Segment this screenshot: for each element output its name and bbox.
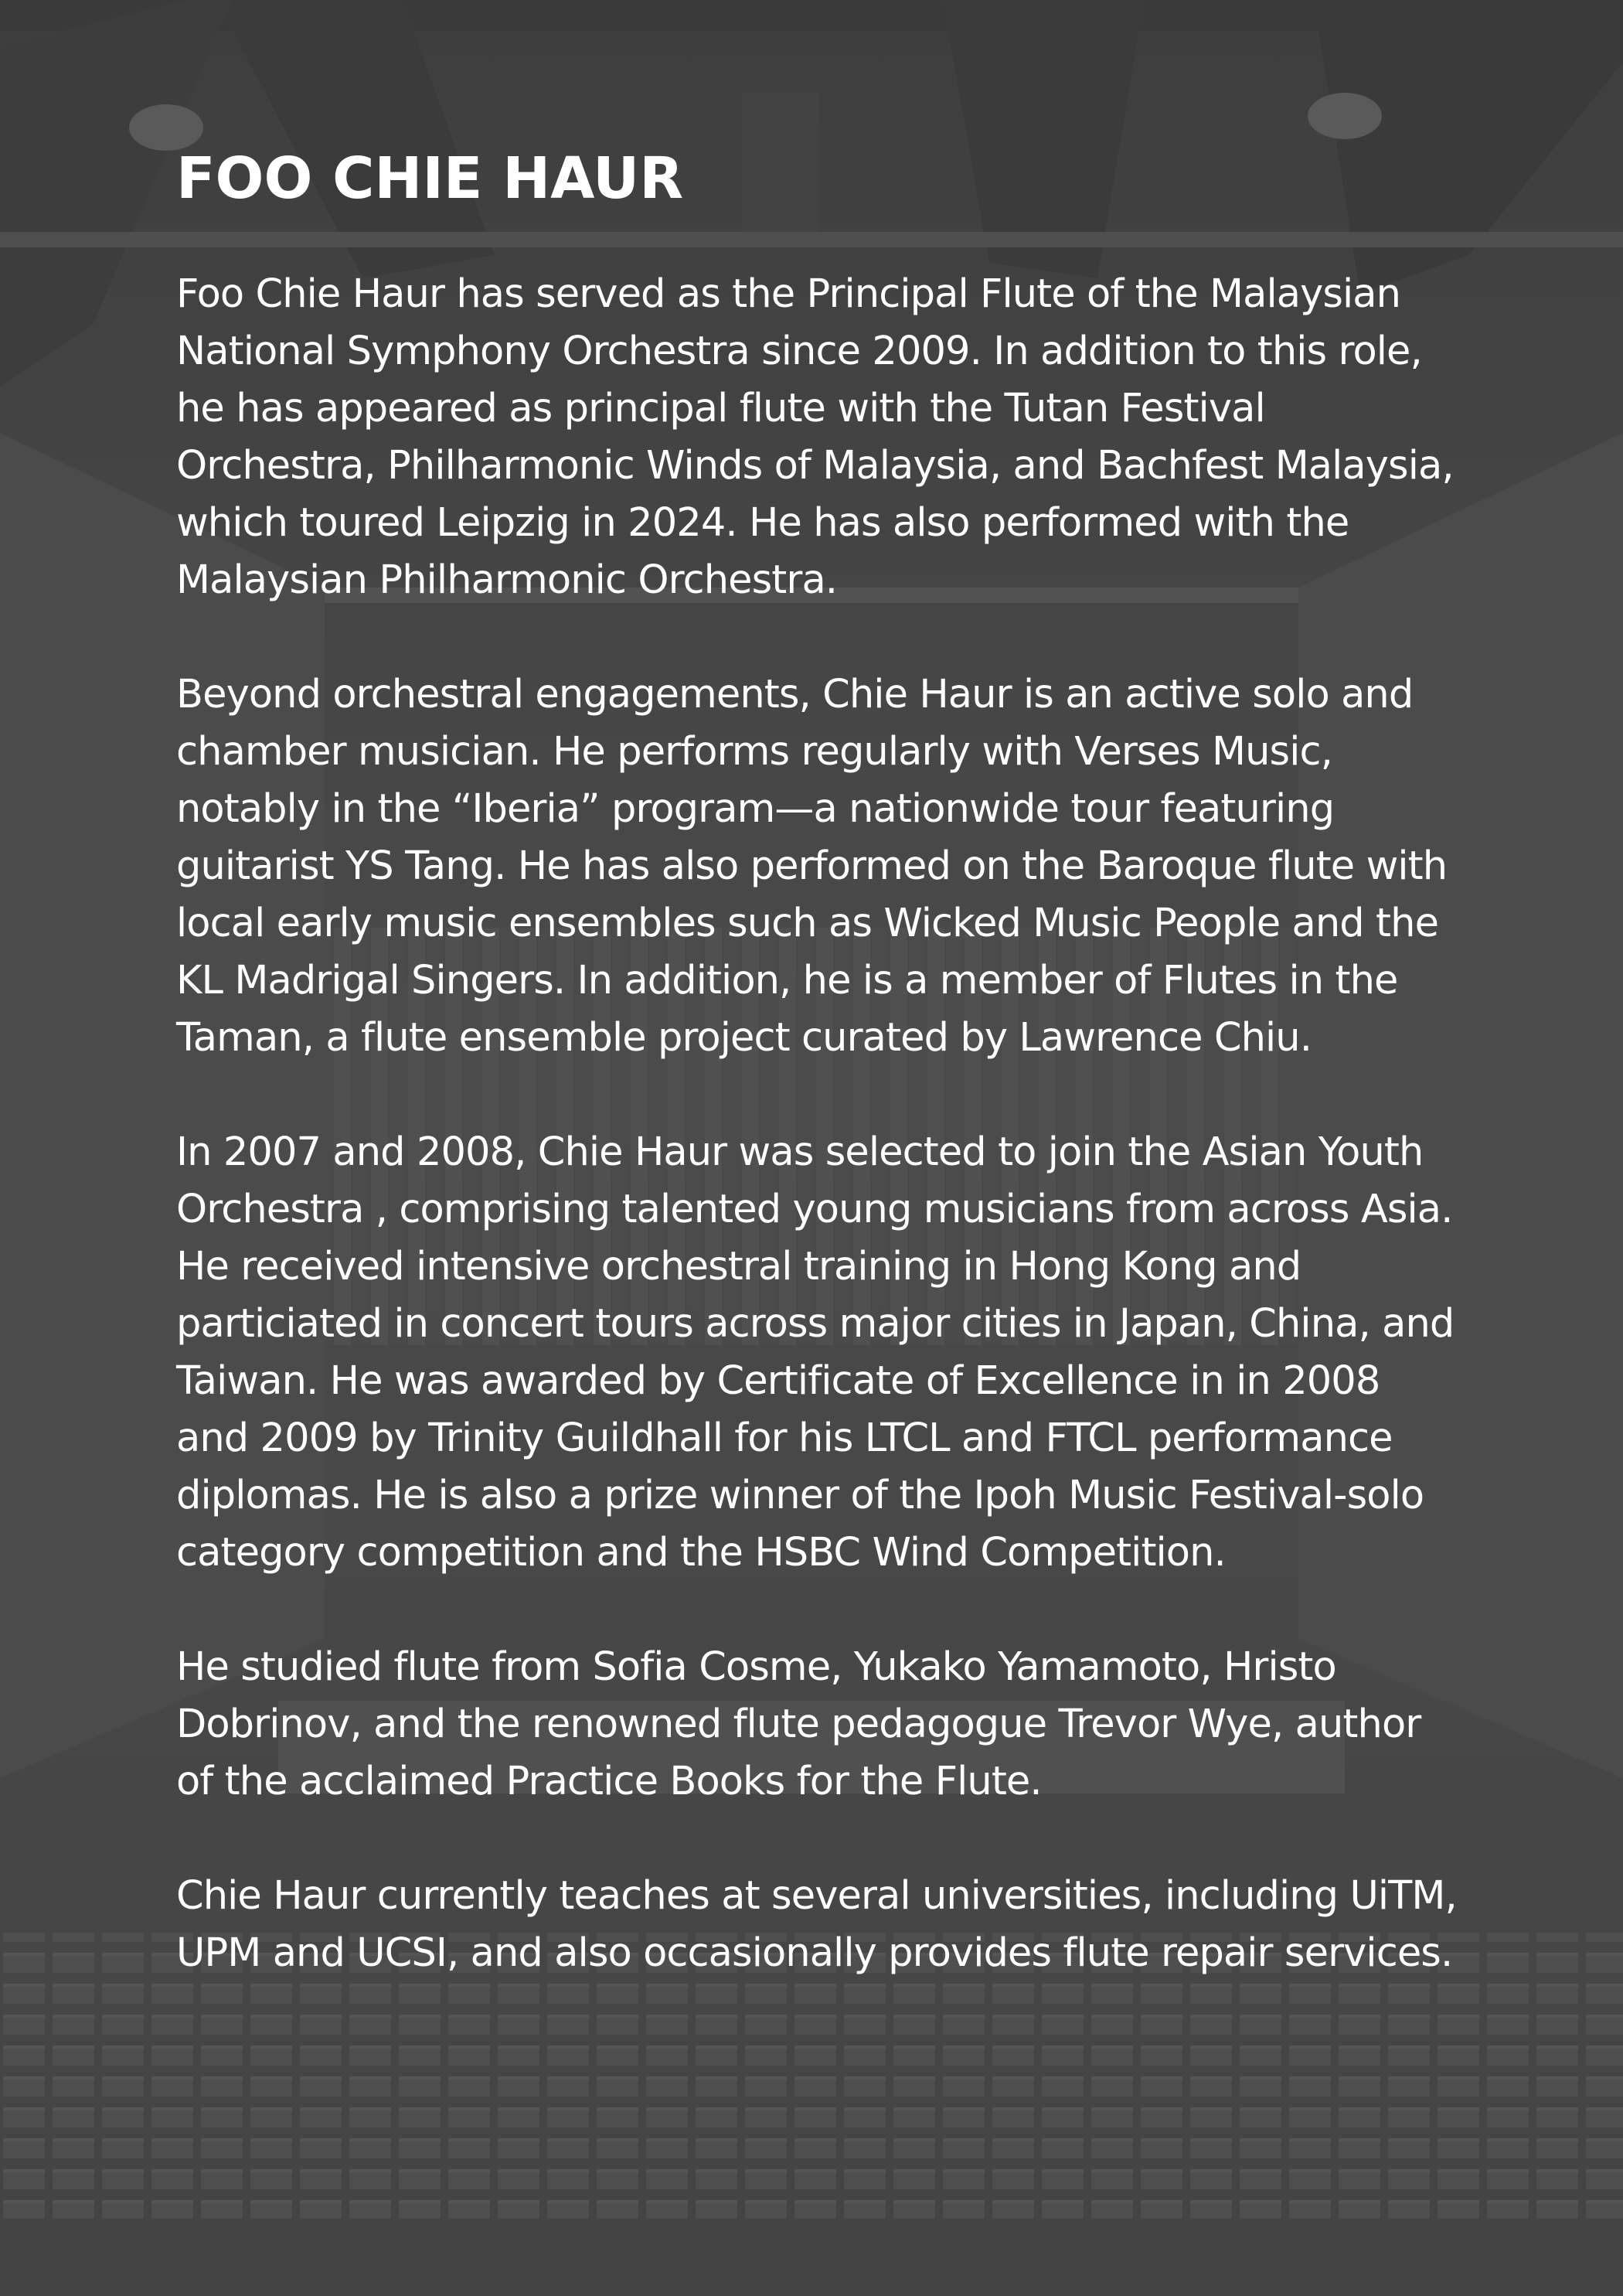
bio-paragraph-orchestral-career: Foo Chie Haur has served as the Principal Flute of the Malaysian National Symphony Orchestra since 2009. In addition to this role, he has appeared as principal flute with the Tutan Festival Orchestra, Philharmonic Winds of Malaysia, and Bachfest Malaysia, which toured Leipzig in 2024. He has also performed with the Malaysian Philharmonic Orchestra. — [176, 271, 1454, 603]
bio-paragraph-chamber-music: Beyond orchestral engagements, Chie Haur is an active solo and chamber musician. He performs regularly with Verses Music, notably in the “Iberia” program—a nationwide tour featuring guitarist YS Tang. He has also performed on the Baroque flute with local early music ensembles such as Wicked Music People and the KL Madrigal Singers. In addition, he is a member of Flutes in the Taman, a flute ensemble project curated by Lawrence Chiu. — [176, 672, 1448, 1061]
page-title: FOO CHIE HAUR — [176, 145, 684, 212]
bio-paragraph-teachers: He studied flute from Sofia Cosme, Yukako Yamamoto, Hristo Dobrinov, and the renowned flute pedagogue Trevor Wye, author of the acclaimed Practice Books for the Flute. — [176, 1644, 1421, 1804]
bio-paragraph-teaching: Chie Haur currently teaches at several universities, including UiTM, UPM and UCSI, and also occasionally provides flute repair services. — [176, 1873, 1457, 1976]
bio-paragraph-training-awards: In 2007 and 2008, Chie Haur was selected to join the Asian Youth Orchestra , comprising talented young musicians from across Asia. He received intensive orchestral training in Hong Kong and particiated in concert tours across major cities in Japan, China, and Taiwan. He was awarded by Certificate of Excellence in in 2008 and 2009 by Trinity Guildhall for his LTCL and FTCL performance diplomas. He is also a prize winner of the Ipoh Music Festival-solo category competition and the HSBC Wind Competition. — [176, 1129, 1455, 1576]
bio-content — [176, 136, 1459, 2039]
